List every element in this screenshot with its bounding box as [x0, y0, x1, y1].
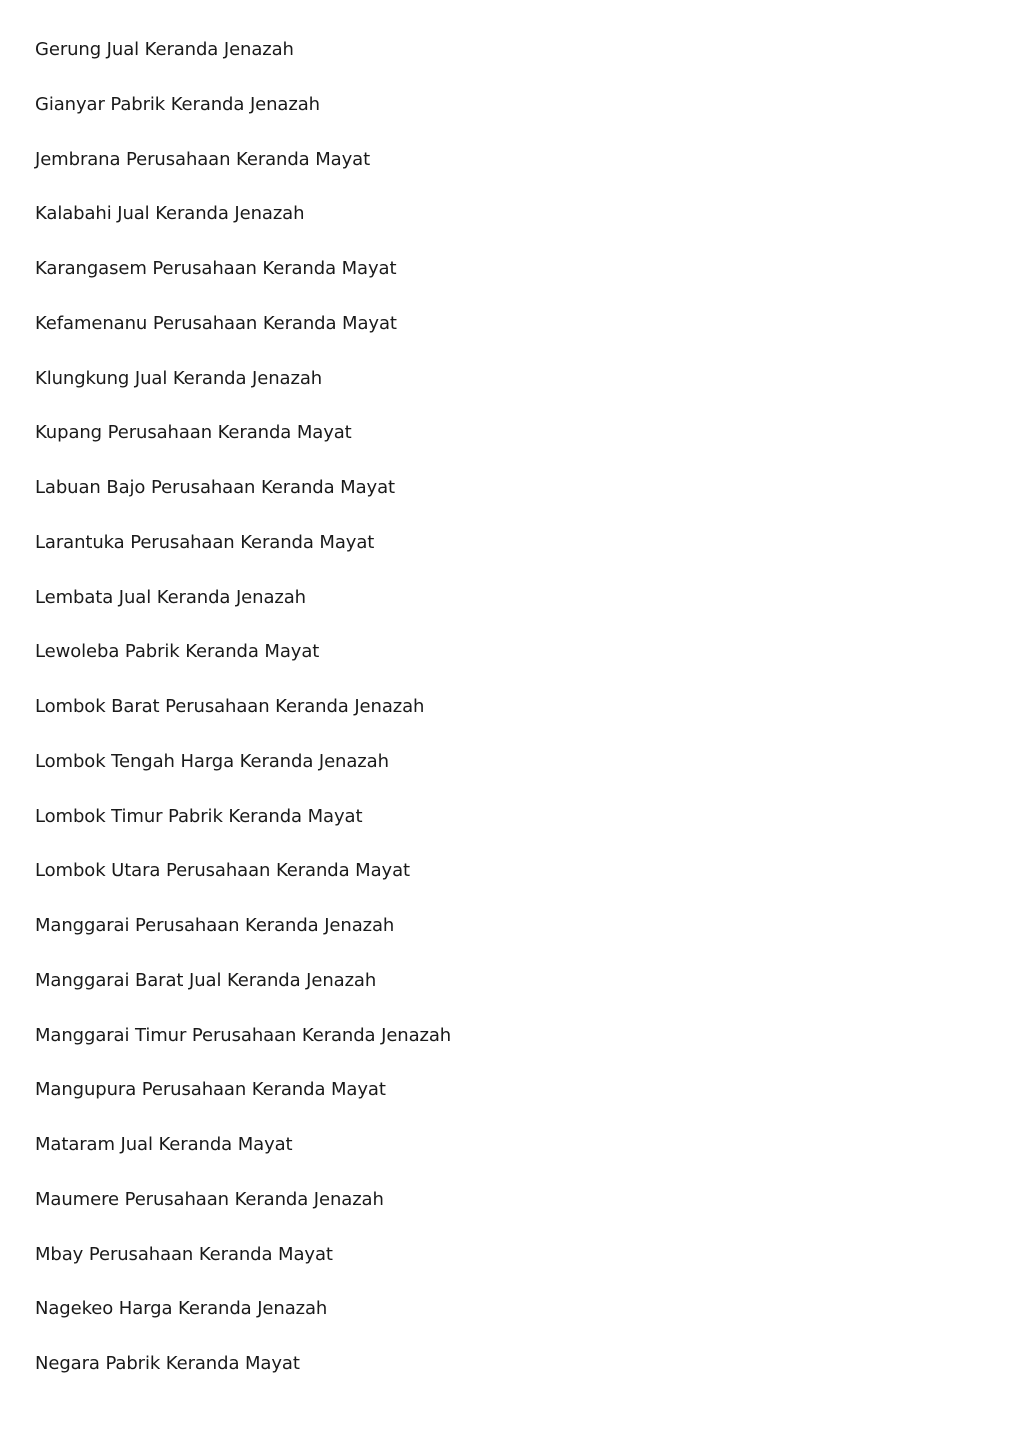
list-item: Kalabahi Jual Keranda Jenazah: [35, 203, 305, 225]
list-item: Manggarai Timur Perusahaan Keranda Jenazah: [35, 1024, 452, 1046]
list-item: Mataram Jual Keranda Mayat: [35, 1134, 293, 1155]
list-item: Lombok Tengah Harga Keranda Jenazah: [35, 750, 389, 772]
list-item: Kefamenanu Perusahaan Keranda Mayat: [35, 312, 397, 334]
location-list: [35, 36, 451, 1405]
list-item: Maumere Perusahaan Keranda Jenazah: [35, 1188, 384, 1210]
list-item: Gianyar Pabrik Keranda Jenazah: [35, 93, 320, 115]
list-item: Larantuka Perusahaan Keranda Mayat: [35, 531, 375, 553]
list-item: Kupang Perusahaan Keranda Mayat: [35, 422, 352, 444]
list-item: Mangupura Perusahaan Keranda Mayat: [35, 1079, 386, 1101]
list-item: Manggarai Perusahaan Keranda Jenazah: [35, 915, 395, 936]
list-item: Karangasem Perusahaan Keranda Mayat: [35, 258, 397, 279]
list-item: Nagekeo Harga Keranda Jenazah: [35, 1298, 328, 1320]
list-item: Mbay Perusahaan Keranda Mayat: [35, 1243, 333, 1265]
list-item: Lombok Utara Perusahaan Keranda Mayat: [35, 860, 410, 882]
list-item: Lewoleba Pabrik Keranda Mayat: [35, 641, 320, 663]
list-item: Manggarai Barat Jual Keranda Jenazah: [35, 969, 377, 991]
list-item: Negara Pabrik Keranda Mayat: [35, 1353, 300, 1374]
list-item: Jembrana Perusahaan Keranda Mayat: [35, 148, 371, 170]
list-item: Labuan Bajo Perusahaan Keranda Mayat: [35, 477, 395, 498]
list-item: Lembata Jual Keranda Jenazah: [35, 586, 306, 608]
list-item: Lombok Barat Perusahaan Keranda Jenazah: [35, 696, 425, 717]
list-item: Lombok Timur Pabrik Keranda Mayat: [35, 805, 363, 827]
list-item: Gerung Jual Keranda Jenazah: [35, 39, 294, 60]
list-item: Klungkung Jual Keranda Jenazah: [35, 367, 323, 389]
